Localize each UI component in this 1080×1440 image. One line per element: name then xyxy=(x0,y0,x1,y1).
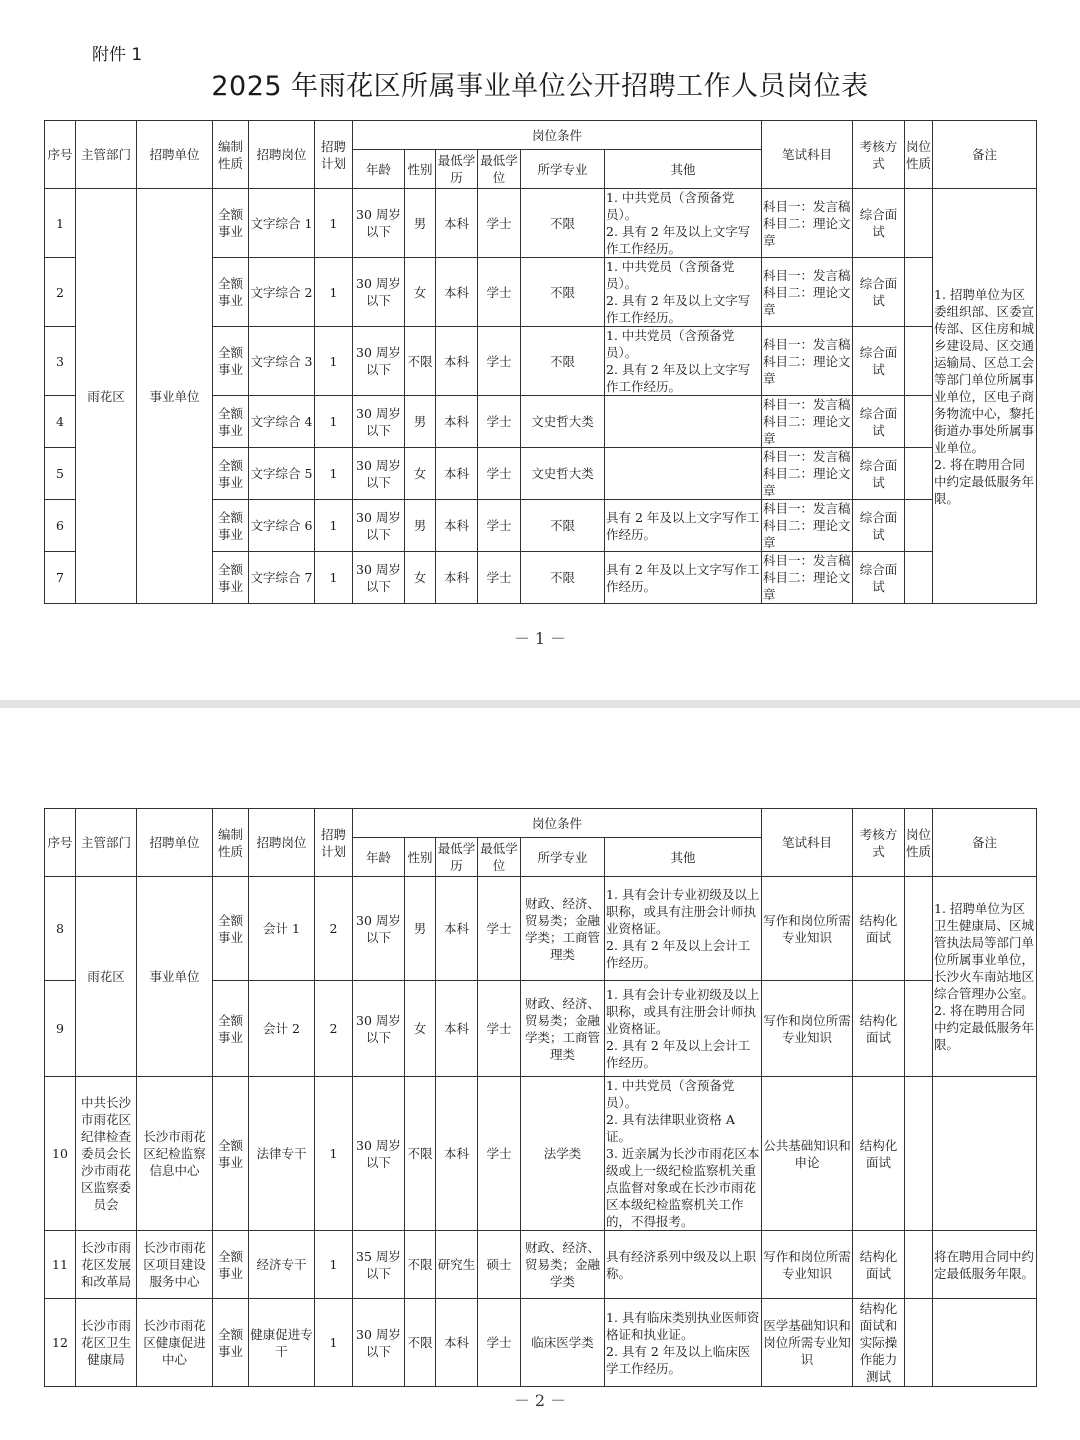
cell-post: 健康促进专干 xyxy=(249,1299,315,1387)
cell-post: 法律专干 xyxy=(249,1077,315,1231)
attachment-label: 附件 1 xyxy=(92,45,143,65)
cell-degree: 学士 xyxy=(478,258,521,327)
header-seq: 序号 xyxy=(45,121,76,189)
cell-post: 文字综合 6 xyxy=(249,500,315,552)
cell-plan: 1 xyxy=(315,552,353,604)
header-major: 所学专业 xyxy=(521,150,605,189)
cell-nature xyxy=(905,1299,933,1387)
cell-major: 财政、经济、贸易类；金融学类；工商管理类 xyxy=(521,981,605,1077)
cell-degree: 学士 xyxy=(478,981,521,1077)
cell-edu: 本科 xyxy=(436,981,478,1077)
cell-assess: 结构化面试 xyxy=(853,1231,905,1299)
cell-gender: 不限 xyxy=(405,1299,436,1387)
header-gender: 性别 xyxy=(405,150,436,189)
header-exam: 笔试科目 xyxy=(762,121,853,189)
cell-plan: 1 xyxy=(315,396,353,448)
cell-gender: 男 xyxy=(405,189,436,258)
cell-post: 文字综合 2 xyxy=(249,258,315,327)
header-post: 招聘岗位 xyxy=(249,121,315,189)
cell-seq: 1 xyxy=(45,189,76,258)
cell-edu: 本科 xyxy=(436,448,478,500)
cell-degree: 学士 xyxy=(478,396,521,448)
header-major: 所学专业 xyxy=(521,838,605,877)
header-degree: 最低学位 xyxy=(478,150,521,189)
cell-unit: 事业单位 xyxy=(137,877,213,1077)
cell-remark xyxy=(933,1077,1037,1231)
cell-type: 全额事业 xyxy=(213,258,249,327)
cell-major: 财政、经济、贸易类；金融学类；工商管理类 xyxy=(521,877,605,981)
job-table-body-page-1 xyxy=(45,189,1037,604)
cell-assess: 结构化面试和实际操作能力测试 xyxy=(853,1299,905,1387)
cell-other: 1. 中共党员（含预备党员）。 2. 具有 2 年及以上文字写作工作经历。 xyxy=(605,258,762,327)
cell-degree: 学士 xyxy=(478,448,521,500)
cell-major: 财政、经济、贸易类；金融学类 xyxy=(521,1231,605,1299)
header-dept: 主管部门 xyxy=(76,809,137,877)
cell-age: 30 周岁以下 xyxy=(353,1077,405,1231)
cell-age: 30 周岁以下 xyxy=(353,552,405,604)
cell-edu: 本科 xyxy=(436,1299,478,1387)
cell-remark: 1. 招聘单位为区卫生健康局、区城管执法局等部门单位所属事业单位，长沙火车南站地区综合管理办公室。 2. 将在聘用合同中约定最低服务年限。 xyxy=(933,877,1037,1077)
cell-gender: 女 xyxy=(405,981,436,1077)
cell-post: 文字综合 3 xyxy=(249,327,315,396)
cell-type: 全额事业 xyxy=(213,1299,249,1387)
cell-major: 临床医学类 xyxy=(521,1299,605,1387)
cell-exam: 科目一：发言稿 科目二：理论文章 xyxy=(763,449,851,498)
cell-unit: 长沙市雨花区健康促进中心 xyxy=(137,1299,213,1387)
cell-nature xyxy=(905,448,933,500)
cell-age: 30 周岁以下 xyxy=(353,1299,405,1387)
table-row xyxy=(45,1299,1037,1387)
document-title: 2025 年雨花区所属事业单位公开招聘工作人员岗位表 xyxy=(211,71,869,102)
cell-plan: 1 xyxy=(315,189,353,258)
header-conditions: 岗位条件 xyxy=(353,809,762,838)
cell-seq: 4 xyxy=(45,396,76,448)
cell-edu: 本科 xyxy=(436,327,478,396)
header-degree: 最低学位 xyxy=(478,838,521,877)
cell-age: 30 周岁以下 xyxy=(353,877,405,981)
cell-degree: 学士 xyxy=(478,1299,521,1387)
cell-gender: 男 xyxy=(405,877,436,981)
cell-seq: 3 xyxy=(45,327,76,396)
cell-seq: 8 xyxy=(45,877,76,981)
cell-remark xyxy=(933,1299,1037,1387)
cell-seq: 9 xyxy=(45,981,76,1077)
cell-edu: 本科 xyxy=(436,258,478,327)
cell-nature xyxy=(905,877,933,981)
cell-unit: 长沙市雨花区纪检监察信息中心 xyxy=(137,1077,213,1231)
cell-plan: 2 xyxy=(315,981,353,1077)
cell-edu: 本科 xyxy=(436,500,478,552)
cell-degree: 硕士 xyxy=(478,1231,521,1299)
cell-plan: 1 xyxy=(315,448,353,500)
cell-nature xyxy=(905,500,933,552)
header-post: 招聘岗位 xyxy=(249,809,315,877)
cell-major: 法学类 xyxy=(521,1077,605,1231)
cell-assess: 结构化面试 xyxy=(853,1077,905,1231)
cell-other: 具有 2 年及以上文字写作工作经历。 xyxy=(605,500,762,552)
cell-exam: 科目一：发言稿 科目二：理论文章 xyxy=(763,501,851,550)
cell-major: 不限 xyxy=(521,552,605,604)
cell-plan: 1 xyxy=(315,1299,353,1387)
job-table-body-page-2 xyxy=(45,877,1037,1387)
header-remark: 备注 xyxy=(933,809,1037,877)
cell-degree: 学士 xyxy=(478,877,521,981)
cell-type: 全额事业 xyxy=(213,1077,249,1231)
cell-type: 全额事业 xyxy=(213,552,249,604)
cell-assess: 结构化面试 xyxy=(853,981,905,1077)
cell-edu: 本科 xyxy=(436,1077,478,1231)
cell-major: 不限 xyxy=(521,258,605,327)
cell-seq: 11 xyxy=(45,1231,76,1299)
cell-plan: 1 xyxy=(315,1077,353,1231)
cell-edu: 本科 xyxy=(436,396,478,448)
header-type: 编制性质 xyxy=(213,121,249,189)
cell-type: 全额事业 xyxy=(213,189,249,258)
cell-gender: 女 xyxy=(405,258,436,327)
table-row xyxy=(45,189,1037,258)
table-row xyxy=(45,1231,1037,1299)
cell-gender: 女 xyxy=(405,448,436,500)
cell-major: 不限 xyxy=(521,500,605,552)
header-age: 年龄 xyxy=(353,150,405,189)
header-assess: 考核方式 xyxy=(853,809,905,877)
cell-type: 全额事业 xyxy=(213,327,249,396)
header-other: 其他 xyxy=(605,150,762,189)
cell-gender: 男 xyxy=(405,396,436,448)
cell-assess: 综合面试 xyxy=(853,500,905,552)
cell-other: 1. 中共党员（含预备党员）。 2. 具有 2 年及以上文字写作工作经历。 xyxy=(605,189,762,258)
header-plan: 招聘计划 xyxy=(315,121,353,189)
cell-gender: 女 xyxy=(405,552,436,604)
cell-major: 文史哲大类 xyxy=(521,396,605,448)
cell-other: 具有经济系列中级及以上职称。 xyxy=(605,1231,762,1299)
cell-exam: 写作和岗位所需专业知识 xyxy=(762,981,853,1077)
cell-type: 全额事业 xyxy=(213,500,249,552)
cell-post: 经济专干 xyxy=(249,1231,315,1299)
cell-unit: 事业单位 xyxy=(137,189,213,604)
cell-other: 1. 具有临床类别执业医师资格证和执业证。 2. 具有 2 年及以上临床医学工作经历。 xyxy=(605,1299,762,1387)
header-other: 其他 xyxy=(605,838,762,877)
cell-exam: 科目一：发言稿 科目二：理论文章 xyxy=(762,327,853,396)
cell-age: 35 周岁以下 xyxy=(353,1231,405,1299)
cell-age: 30 周岁以下 xyxy=(353,258,405,327)
cell-assess: 综合面试 xyxy=(853,327,905,396)
cell-post: 会计 2 xyxy=(249,981,315,1077)
cell-age: 30 周岁以下 xyxy=(353,500,405,552)
cell-dept: 雨花区 xyxy=(76,877,137,1077)
header-type: 编制性质 xyxy=(213,809,249,877)
cell-assess: 综合面试 xyxy=(853,396,905,448)
cell-edu: 本科 xyxy=(436,552,478,604)
cell-other xyxy=(605,448,762,500)
cell-nature xyxy=(905,258,933,327)
cell-age: 30 周岁以下 xyxy=(353,327,405,396)
cell-post: 文字综合 5 xyxy=(249,448,315,500)
cell-edu: 本科 xyxy=(436,877,478,981)
cell-plan: 1 xyxy=(315,500,353,552)
cell-exam: 写作和岗位所需专业知识 xyxy=(762,877,853,981)
cell-remark: 1. 招聘单位为区委组织部、区委宣传部、区住房和城乡建设局、区交通运输局、区总工会等部门单位所属事业单位，区电子商务物流中心，黎托街道办事处所属事业单位。 2. 将在聘用合同中约定最低服务年限。 xyxy=(933,189,1037,604)
header-gender: 性别 xyxy=(405,838,436,877)
cell-plan: 1 xyxy=(315,327,353,396)
header-edu: 最低学历 xyxy=(436,150,478,189)
cell-assess: 综合面试 xyxy=(853,189,905,258)
document-page-2 xyxy=(0,708,1080,1440)
header-nature: 岗位性质 xyxy=(905,809,933,877)
cell-other: 1. 中共党员（含预备党员）。 2. 具有 2 年及以上文字写作工作经历。 xyxy=(605,327,762,396)
cell-dept: 长沙市雨花区发展和改革局 xyxy=(76,1231,137,1299)
cell-exam: 科目一：发言稿 科目二：理论文章 xyxy=(763,397,851,446)
header-unit: 招聘单位 xyxy=(137,809,213,877)
cell-exam: 科目一：发言稿 科目二：理论文章 xyxy=(763,553,851,602)
cell-type: 全额事业 xyxy=(213,448,249,500)
cell-post: 文字综合 1 xyxy=(249,189,315,258)
header-plan: 招聘计划 xyxy=(315,809,353,877)
cell-unit: 长沙市雨花区项目建设服务中心 xyxy=(137,1231,213,1299)
page-number: － 1 － xyxy=(513,629,567,648)
cell-degree: 学士 xyxy=(478,189,521,258)
cell-type: 全额事业 xyxy=(213,1231,249,1299)
cell-exam: 写作和岗位所需专业知识 xyxy=(762,1231,853,1299)
cell-major: 不限 xyxy=(521,189,605,258)
cell-nature xyxy=(905,552,933,604)
cell-nature xyxy=(905,189,933,258)
cell-post: 会计 1 xyxy=(249,877,315,981)
job-table-page-2 xyxy=(44,808,1037,1387)
cell-exam: 公共基础知识和申论 xyxy=(762,1077,853,1231)
cell-major: 不限 xyxy=(521,327,605,396)
cell-assess: 综合面试 xyxy=(853,258,905,327)
cell-exam: 科目一：发言稿 科目二：理论文章 xyxy=(762,258,853,327)
table-row xyxy=(45,877,1037,981)
cell-degree: 学士 xyxy=(478,327,521,396)
cell-exam: 科目一：发言稿 科目二：理论文章 xyxy=(762,189,853,258)
cell-other: 具有 2 年及以上文字写作工作经历。 xyxy=(605,552,762,604)
cell-edu: 研究生 xyxy=(436,1231,478,1299)
cell-plan: 1 xyxy=(315,1231,353,1299)
cell-seq: 10 xyxy=(45,1077,76,1231)
cell-age: 30 周岁以下 xyxy=(353,448,405,500)
cell-type: 全额事业 xyxy=(213,877,249,981)
cell-nature xyxy=(905,396,933,448)
cell-nature xyxy=(905,1077,933,1231)
cell-nature xyxy=(905,981,933,1077)
cell-other: 1. 具有会计专业初级及以上职称，或具有注册会计师执业资格证。 2. 具有 2 年及以上会计工作经历。 xyxy=(605,981,762,1077)
page-divider xyxy=(0,700,1080,708)
table-row xyxy=(45,1077,1037,1231)
cell-other xyxy=(605,396,762,448)
header-remark: 备注 xyxy=(933,121,1037,189)
cell-degree: 学士 xyxy=(478,552,521,604)
header-age: 年龄 xyxy=(353,838,405,877)
cell-age: 30 周岁以下 xyxy=(353,396,405,448)
header-nature: 岗位性质 xyxy=(905,121,933,189)
header-unit: 招聘单位 xyxy=(137,121,213,189)
cell-remark: 将在聘用合同中约定最低服务年限。 xyxy=(933,1231,1037,1299)
header-dept: 主管部门 xyxy=(76,121,137,189)
cell-dept: 雨花区 xyxy=(76,189,137,604)
cell-other: 1. 中共党员（含预备党员）。 2. 具有法律职业资格 A 证。 3. 近亲属为长沙市雨花区本级或上一级纪检监察机关重点监督对象或在长沙市雨花区本级纪检监察机关工作的，不得报考。 xyxy=(605,1077,762,1231)
cell-nature xyxy=(905,1231,933,1299)
cell-exam: 医学基础知识和岗位所需专业知识 xyxy=(762,1299,853,1387)
cell-dept: 长沙市雨花区卫生健康局 xyxy=(76,1299,137,1387)
cell-gender: 不限 xyxy=(405,1077,436,1231)
cell-nature xyxy=(905,327,933,396)
cell-plan: 1 xyxy=(315,258,353,327)
cell-degree: 学士 xyxy=(478,1077,521,1231)
cell-seq: 5 xyxy=(45,448,76,500)
header-exam: 笔试科目 xyxy=(762,809,853,877)
cell-assess: 结构化面试 xyxy=(853,877,905,981)
cell-gender: 不限 xyxy=(405,1231,436,1299)
cell-age: 30 周岁以下 xyxy=(353,189,405,258)
cell-type: 全额事业 xyxy=(213,981,249,1077)
cell-seq: 6 xyxy=(45,500,76,552)
cell-gender: 男 xyxy=(405,500,436,552)
cell-seq: 2 xyxy=(45,258,76,327)
job-table-page-1 xyxy=(44,120,1037,604)
cell-assess: 综合面试 xyxy=(853,552,905,604)
cell-plan: 2 xyxy=(315,877,353,981)
cell-post: 文字综合 7 xyxy=(249,552,315,604)
cell-age: 30 周岁以下 xyxy=(353,981,405,1077)
cell-gender: 不限 xyxy=(405,327,436,396)
cell-other: 1. 具有会计专业初级及以上职称，或具有注册会计师执业资格证。 2. 具有 2 年及以上会计工作经历。 xyxy=(605,877,762,981)
header-assess: 考核方式 xyxy=(853,121,905,189)
cell-major: 文史哲大类 xyxy=(521,448,605,500)
cell-assess: 综合面试 xyxy=(853,448,905,500)
cell-seq: 12 xyxy=(45,1299,76,1387)
cell-seq: 7 xyxy=(45,552,76,604)
header-seq: 序号 xyxy=(45,809,76,877)
cell-dept: 中共长沙市雨花区纪律检查委员会长沙市雨花区监察委员会 xyxy=(76,1077,137,1231)
cell-degree: 学士 xyxy=(478,500,521,552)
cell-type: 全额事业 xyxy=(213,396,249,448)
header-conditions: 岗位条件 xyxy=(353,121,762,150)
document-page-1 xyxy=(0,0,1080,700)
cell-edu: 本科 xyxy=(436,189,478,258)
cell-post: 文字综合 4 xyxy=(249,396,315,448)
page-number: － 2 － xyxy=(513,1391,567,1410)
header-edu: 最低学历 xyxy=(436,838,478,877)
